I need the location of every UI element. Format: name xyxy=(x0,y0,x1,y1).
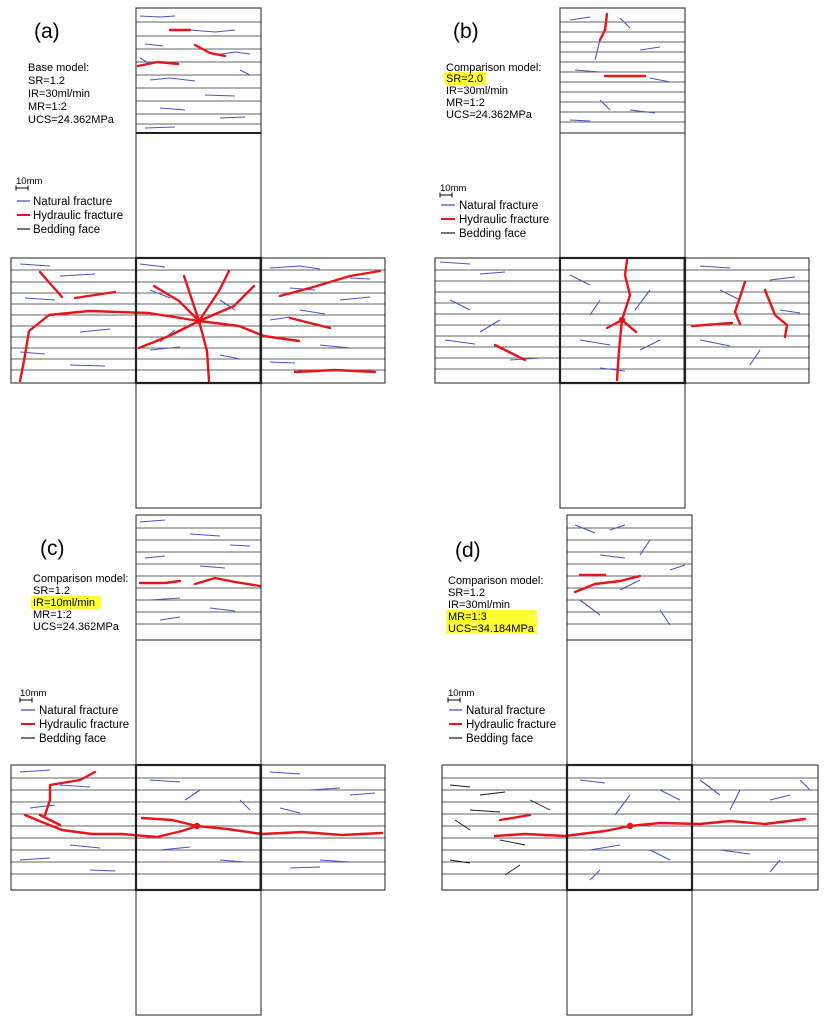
legend-bedding-label: Bedding face xyxy=(459,228,527,240)
param-ucs: UCS=24.362MPa xyxy=(33,621,119,633)
panel-d xyxy=(442,515,818,1015)
param-model: Comparison model: xyxy=(33,573,129,585)
legend-natural-label: Natural fracture xyxy=(466,705,546,717)
scale-bar-label: 10mm xyxy=(448,688,475,699)
unfolded-specimen xyxy=(442,515,818,1015)
unfolded-specimen xyxy=(11,8,385,508)
param-ir: IR=10ml/min xyxy=(33,597,96,609)
params xyxy=(448,575,543,635)
param-mr: MR=1:2 xyxy=(28,101,67,113)
bedding-faces-top xyxy=(560,22,685,122)
params xyxy=(446,62,541,121)
param-sr: SR=1.2 xyxy=(28,75,65,87)
panel-label: (c) xyxy=(40,537,65,560)
legend-hydraulic-label: Hydraulic fracture xyxy=(466,719,557,731)
params xyxy=(28,62,115,126)
face-outlines xyxy=(435,8,809,508)
panel-a xyxy=(11,8,385,508)
bedding-faces-top xyxy=(136,22,261,124)
legend-natural-label: Natural fracture xyxy=(459,200,539,212)
param-mr: MR=1:3 xyxy=(448,611,487,623)
legend xyxy=(20,688,129,745)
param-ucs: UCS=24.362MPa xyxy=(28,114,114,126)
param-sr: SR=2.0 xyxy=(446,73,483,85)
legend-bedding-label: Bedding face xyxy=(33,224,101,236)
injection-point xyxy=(627,823,633,829)
unfolded-specimen xyxy=(435,8,809,508)
param-ir: IR=30ml/min xyxy=(448,599,511,611)
panel-label: (d) xyxy=(455,539,481,562)
legend xyxy=(440,183,549,240)
bedding-faces-top xyxy=(136,528,261,624)
param-model: Comparison model: xyxy=(448,575,544,587)
face-outlines xyxy=(11,8,385,508)
legend xyxy=(448,688,556,745)
legend-natural-label: Natural fracture xyxy=(33,196,113,208)
legend-hydraulic-label: Hydraulic fracture xyxy=(459,214,550,226)
param-ir: IR=30ml/min xyxy=(28,88,91,100)
dark-fractures-left xyxy=(450,785,550,875)
legend xyxy=(16,176,123,236)
panel-label: (b) xyxy=(453,20,479,43)
legend-natural-label: Natural fracture xyxy=(39,705,119,717)
scale-bar-label: 10mm xyxy=(440,183,467,194)
panel-c xyxy=(11,515,385,1015)
legend-hydraulic-label: Hydraulic fracture xyxy=(33,210,124,222)
panel-label: (a) xyxy=(34,20,60,43)
injection-point xyxy=(196,318,202,324)
param-mr: MR=1:2 xyxy=(446,97,485,109)
scale-bar-label: 10mm xyxy=(20,688,47,699)
scale-bar-label: 10mm xyxy=(16,176,43,187)
param-ucs: UCS=34.184MPa xyxy=(448,623,534,635)
param-model: Comparison model: xyxy=(446,62,542,74)
injection-point xyxy=(619,317,625,323)
param-mr: MR=1:2 xyxy=(33,609,72,621)
panel-b xyxy=(435,8,809,508)
param-sr: SR=1.2 xyxy=(33,585,70,597)
param-ucs: UCS=24.362MPa xyxy=(446,109,532,121)
param-sr: SR=1.2 xyxy=(448,587,485,599)
legend-hydraulic-label: Hydraulic fracture xyxy=(39,719,130,731)
injection-point xyxy=(194,823,200,829)
param-model: Base model: xyxy=(28,62,90,74)
param-ir: IR=30ml/min xyxy=(446,85,509,97)
legend-bedding-label: Bedding face xyxy=(39,733,107,745)
legend-bedding-label: Bedding face xyxy=(466,733,534,745)
params xyxy=(33,573,128,633)
face-outlines xyxy=(442,515,818,1015)
